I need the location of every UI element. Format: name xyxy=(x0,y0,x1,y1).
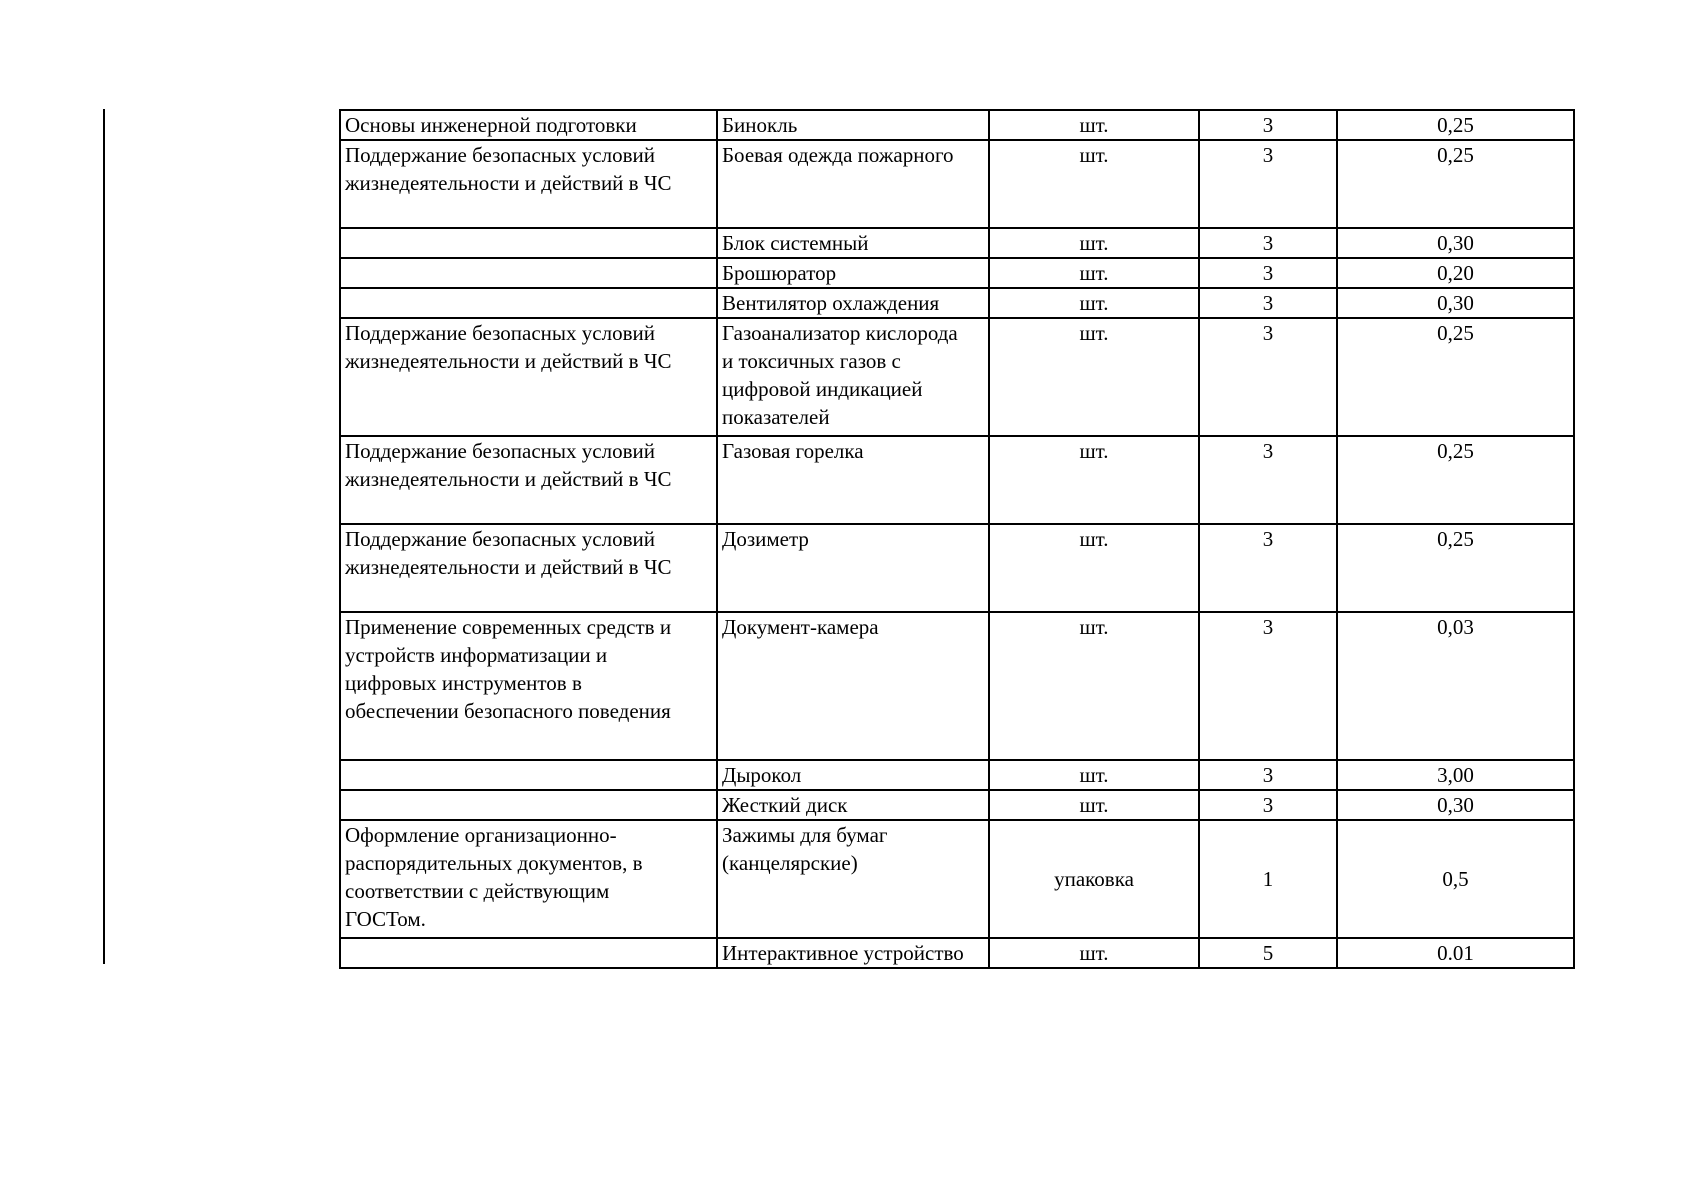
quantity-cell: 3 xyxy=(1199,760,1337,790)
item-name-cell: Брошюратор xyxy=(717,258,989,288)
discipline-cell xyxy=(340,228,717,258)
unit-cell: упаковка xyxy=(989,820,1199,938)
value-cell: 0.01 xyxy=(1337,938,1574,968)
value-cell: 0,30 xyxy=(1337,288,1574,318)
equipment-table xyxy=(339,109,1575,969)
discipline-cell: Поддержание безопасных условий жизнедеятельности и действий в ЧС xyxy=(340,524,717,612)
value-cell: 0,20 xyxy=(1337,258,1574,288)
table-row xyxy=(340,938,1574,968)
table-row xyxy=(340,820,1574,938)
table-row xyxy=(340,258,1574,288)
table-body xyxy=(340,110,1574,968)
quantity-cell: 1 xyxy=(1199,820,1337,938)
quantity-cell: 3 xyxy=(1199,258,1337,288)
quantity-cell: 3 xyxy=(1199,436,1337,524)
table-row xyxy=(340,318,1574,436)
unit-cell: шт. xyxy=(989,110,1199,140)
discipline-cell xyxy=(340,258,717,288)
discipline-cell xyxy=(340,288,717,318)
item-name-cell: Вентилятор охлаждения xyxy=(717,288,989,318)
value-cell: 0,25 xyxy=(1337,436,1574,524)
table-row xyxy=(340,760,1574,790)
discipline-cell: Поддержание безопасных условий жизнедеятельности и действий в ЧС xyxy=(340,318,717,436)
unit-cell: шт. xyxy=(989,436,1199,524)
item-name-cell: Интерактивное устройство xyxy=(717,938,989,968)
quantity-cell: 3 xyxy=(1199,228,1337,258)
quantity-cell: 3 xyxy=(1199,612,1337,760)
item-name-cell: Дозиметр xyxy=(717,524,989,612)
quantity-cell: 3 xyxy=(1199,790,1337,820)
item-name-cell: Газоанализатор кислорода и токсичных газов с цифровой индикацией показателей xyxy=(717,318,989,436)
quantity-cell: 5 xyxy=(1199,938,1337,968)
quantity-cell: 3 xyxy=(1199,318,1337,436)
unit-cell: шт. xyxy=(989,524,1199,612)
value-cell: 0,25 xyxy=(1337,318,1574,436)
value-cell: 0,03 xyxy=(1337,612,1574,760)
table-row xyxy=(340,110,1574,140)
item-name-cell: Блок системный xyxy=(717,228,989,258)
table-row xyxy=(340,790,1574,820)
item-name-cell: Зажимы для бумаг (канцелярские) xyxy=(717,820,989,938)
discipline-cell xyxy=(340,938,717,968)
unit-cell: шт. xyxy=(989,790,1199,820)
unit-cell: шт. xyxy=(989,140,1199,228)
table-row xyxy=(340,524,1574,612)
unit-cell: шт. xyxy=(989,760,1199,790)
value-cell: 3,00 xyxy=(1337,760,1574,790)
item-name-cell: Бинокль xyxy=(717,110,989,140)
discipline-cell: Основы инженерной подготовки xyxy=(340,110,717,140)
margin-line xyxy=(103,109,105,964)
quantity-cell: 3 xyxy=(1199,140,1337,228)
item-name-cell: Дырокол xyxy=(717,760,989,790)
quantity-cell: 3 xyxy=(1199,288,1337,318)
unit-cell: шт. xyxy=(989,258,1199,288)
discipline-cell: Применение современных средств и устройств информатизации и цифровых инструментов в обеспечении безопасного поведения xyxy=(340,612,717,760)
unit-cell: шт. xyxy=(989,938,1199,968)
value-cell: 0,30 xyxy=(1337,790,1574,820)
item-name-cell: Боевая одежда пожарного xyxy=(717,140,989,228)
discipline-cell xyxy=(340,760,717,790)
table-row xyxy=(340,436,1574,524)
discipline-cell: Поддержание безопасных условий жизнедеятельности и действий в ЧС xyxy=(340,140,717,228)
value-cell: 0,30 xyxy=(1337,228,1574,258)
item-name-cell: Документ-камера xyxy=(717,612,989,760)
value-cell: 0,25 xyxy=(1337,140,1574,228)
discipline-cell: Оформление организационно- распорядительных документов, в соответствии с действующим ГОСТом. xyxy=(340,820,717,938)
table-row xyxy=(340,612,1574,760)
table-row xyxy=(340,140,1574,228)
unit-cell: шт. xyxy=(989,612,1199,760)
value-cell: 0,5 xyxy=(1337,820,1574,938)
unit-cell: шт. xyxy=(989,288,1199,318)
quantity-cell: 3 xyxy=(1199,110,1337,140)
discipline-cell xyxy=(340,790,717,820)
table-row xyxy=(340,228,1574,258)
table-row xyxy=(340,288,1574,318)
discipline-cell: Поддержание безопасных условий жизнедеятельности и действий в ЧС xyxy=(340,436,717,524)
quantity-cell: 3 xyxy=(1199,524,1337,612)
unit-cell: шт. xyxy=(989,318,1199,436)
unit-cell: шт. xyxy=(989,228,1199,258)
item-name-cell: Газовая горелка xyxy=(717,436,989,524)
item-name-cell: Жесткий диск xyxy=(717,790,989,820)
value-cell: 0,25 xyxy=(1337,524,1574,612)
value-cell: 0,25 xyxy=(1337,110,1574,140)
